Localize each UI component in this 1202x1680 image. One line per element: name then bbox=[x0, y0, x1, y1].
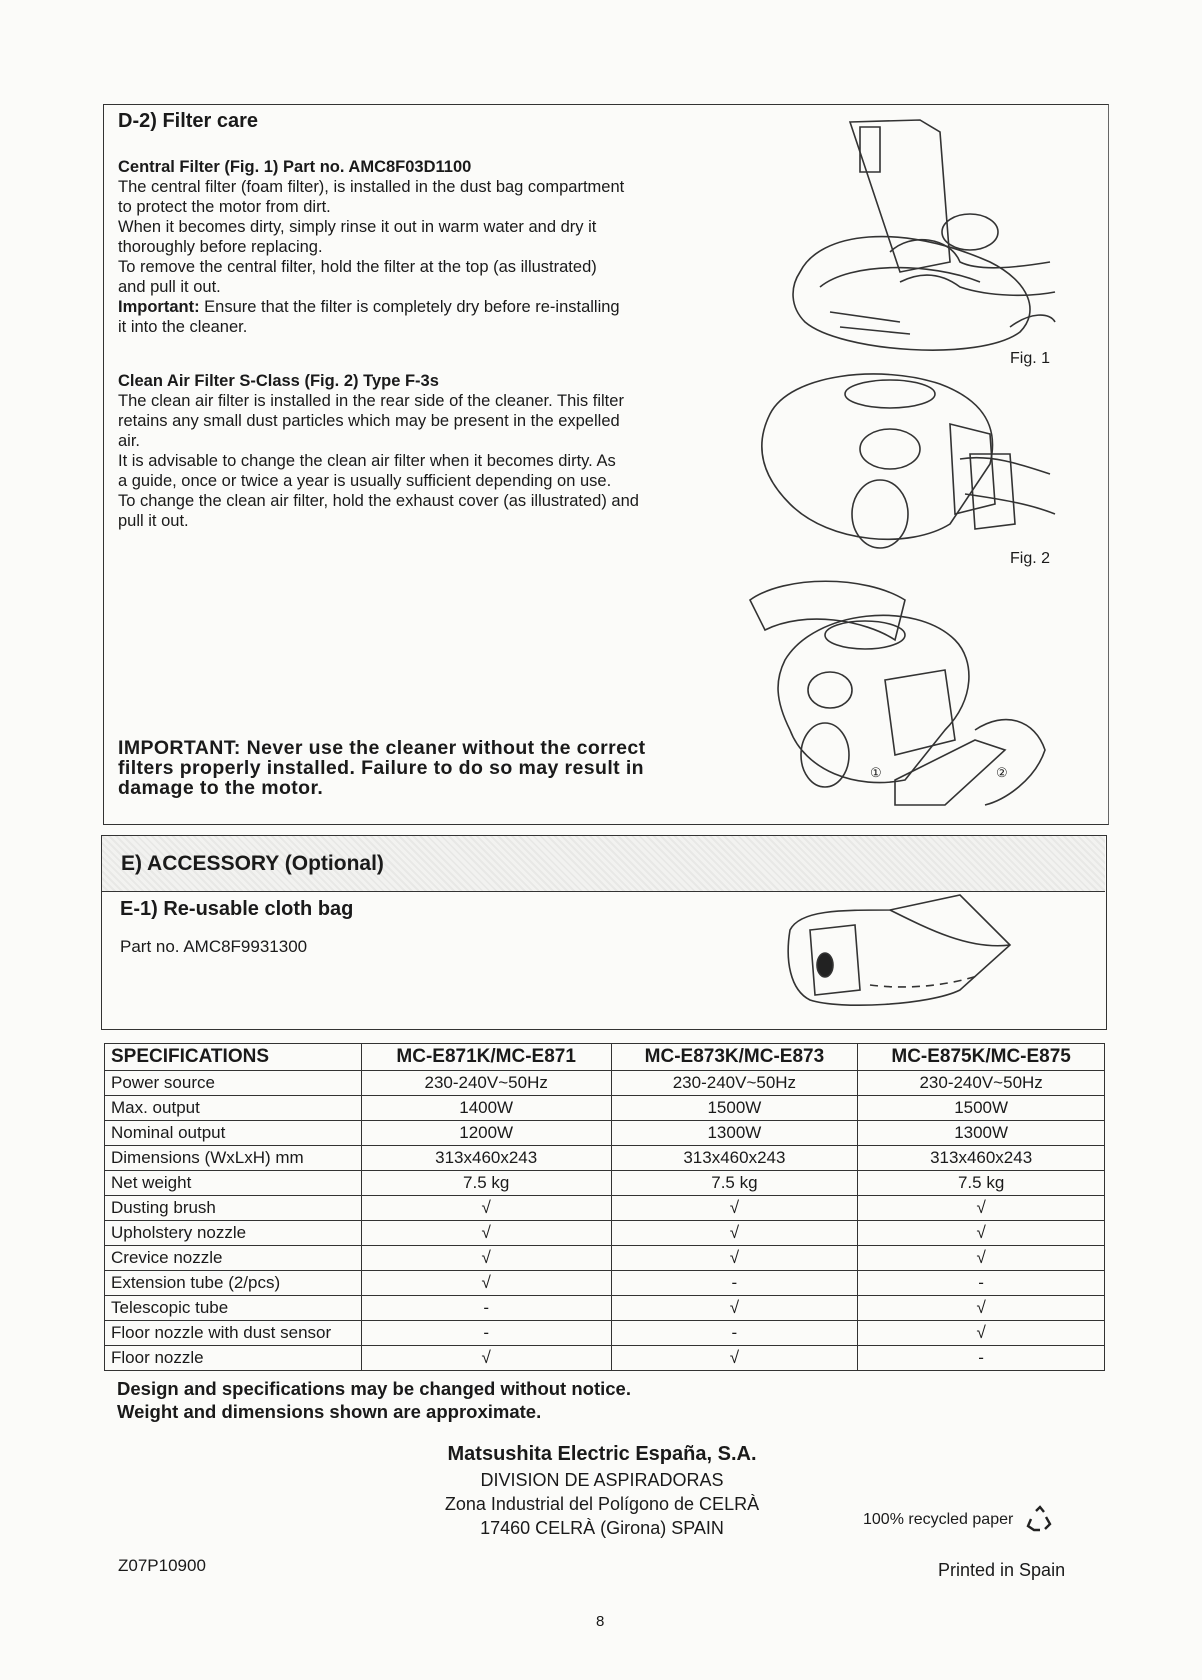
table-row bbox=[105, 1221, 1105, 1246]
recycle-icon bbox=[1025, 1505, 1055, 1535]
spec-label: Extension tube (2/pcs) bbox=[105, 1271, 362, 1296]
warning-line: damage to the motor. bbox=[118, 777, 324, 799]
fig1-label: Fig. 1 bbox=[1010, 350, 1051, 367]
header-specifications: SPECIFICATIONS bbox=[105, 1044, 362, 1071]
warning-line: IMPORTANT: Never use the cleaner without the correct bbox=[118, 737, 646, 759]
text-line: Ensure that the filter is completely dry before re-installing bbox=[199, 298, 620, 316]
text-line: thoroughly before replacing. bbox=[118, 238, 323, 256]
spec-label: Dusting brush bbox=[105, 1196, 362, 1221]
spec-notes bbox=[117, 1377, 631, 1423]
spec-value: 313x460x243 bbox=[361, 1146, 611, 1171]
spec-value: 1200W bbox=[361, 1121, 611, 1146]
spec-label: Power source bbox=[105, 1071, 362, 1096]
vacuum-cleaner-illustration bbox=[745, 580, 1055, 815]
spec-value: 7.5 kg bbox=[361, 1171, 611, 1196]
spec-label: Max. output bbox=[105, 1096, 362, 1121]
spec-value: 1300W bbox=[858, 1121, 1105, 1146]
table-row bbox=[105, 1346, 1105, 1371]
text-line: to protect the motor from dirt. bbox=[118, 198, 331, 216]
division: DIVISION DE ASPIRADORAS bbox=[480, 1470, 724, 1490]
printed-in: Printed in Spain bbox=[938, 1560, 1066, 1580]
table-row bbox=[105, 1096, 1105, 1121]
accessory-title: E) ACCESSORY (Optional) bbox=[121, 852, 384, 875]
spec-value: 1300W bbox=[611, 1121, 858, 1146]
table-row bbox=[105, 1196, 1105, 1221]
spec-label: Floor nozzle with dust sensor bbox=[105, 1321, 362, 1346]
spec-value: √ bbox=[611, 1196, 858, 1221]
specifications-table bbox=[104, 1043, 1105, 1371]
clean-air-filter-heading: Clean Air Filter S-Class (Fig. 2) Type F-3s bbox=[118, 372, 439, 390]
text-line: When it becomes dirty, simply rinse it out in warm water and dry it bbox=[118, 218, 597, 236]
spec-label: Floor nozzle bbox=[105, 1346, 362, 1371]
spec-value: √ bbox=[858, 1321, 1105, 1346]
document-code: Z07P10900 bbox=[118, 1556, 206, 1575]
text-line: The central filter (foam filter), is installed in the dust bag compartment bbox=[118, 178, 625, 196]
table-row bbox=[105, 1071, 1105, 1096]
spec-value: √ bbox=[858, 1221, 1105, 1246]
note-weight: Weight and dimensions shown are approximate. bbox=[117, 1401, 542, 1422]
spec-label: Nominal output bbox=[105, 1121, 362, 1146]
spec-value: √ bbox=[858, 1246, 1105, 1271]
spec-label: Upholstery nozzle bbox=[105, 1221, 362, 1246]
table-row bbox=[105, 1246, 1105, 1271]
spec-value: 230-240V~50Hz bbox=[611, 1071, 858, 1096]
spec-value: √ bbox=[611, 1296, 858, 1321]
spec-label: Telescopic tube bbox=[105, 1296, 362, 1321]
spec-value: √ bbox=[361, 1221, 611, 1246]
fig2-label: Fig. 2 bbox=[1010, 550, 1051, 567]
spec-value: 7.5 kg bbox=[611, 1171, 858, 1196]
spec-value: 1400W bbox=[361, 1096, 611, 1121]
filter-care-title: D-2) Filter care bbox=[118, 110, 259, 132]
table-header-row bbox=[105, 1044, 1105, 1071]
company-block bbox=[400, 1443, 804, 1539]
text-line: a guide, once or twice a year is usually sufficient depending on use. bbox=[118, 472, 612, 490]
spec-value: - bbox=[858, 1271, 1105, 1296]
spec-value: 230-240V~50Hz bbox=[858, 1071, 1105, 1096]
spec-value: √ bbox=[361, 1246, 611, 1271]
spec-value: - bbox=[361, 1321, 611, 1346]
text-line: and pull it out. bbox=[118, 278, 221, 296]
text-line: air. bbox=[118, 432, 141, 450]
header-model-e873: MC-E873K/MC-E873 bbox=[611, 1044, 858, 1071]
spec-value: - bbox=[361, 1296, 611, 1321]
table-row bbox=[105, 1271, 1105, 1296]
spec-label: Net weight bbox=[105, 1171, 362, 1196]
central-filter-heading: Central Filter (Fig. 1) Part no. AMC8F03D1100 bbox=[118, 158, 472, 176]
table-row bbox=[105, 1121, 1105, 1146]
spec-value: - bbox=[611, 1321, 858, 1346]
spec-value: 1500W bbox=[611, 1096, 858, 1121]
note-design: Design and specifications may be changed without notice. bbox=[117, 1378, 631, 1399]
address-line: 17460 CELRÀ (Girona) SPAIN bbox=[480, 1518, 724, 1538]
spec-value: √ bbox=[858, 1196, 1105, 1221]
spec-value: - bbox=[611, 1271, 858, 1296]
important-label: Important: bbox=[118, 298, 200, 316]
recycled-text: 100% recycled paper bbox=[863, 1511, 1014, 1528]
cloth-bag-illustration bbox=[780, 890, 1020, 1020]
table-row bbox=[105, 1321, 1105, 1346]
text-line: To change the clean air filter, hold the exhaust cover (as illustrated) and bbox=[118, 492, 639, 510]
spec-value: √ bbox=[858, 1296, 1105, 1321]
warning-line: filters properly installed. Failure to do so may result in bbox=[118, 757, 644, 779]
spec-value: 230-240V~50Hz bbox=[361, 1071, 611, 1096]
text-line: it into the cleaner. bbox=[118, 318, 248, 336]
important-warning bbox=[118, 738, 733, 798]
address-line: Zona Industrial del Polígono de CELRÀ bbox=[444, 1494, 760, 1514]
clean-air-filter-text bbox=[118, 372, 733, 531]
spec-value: √ bbox=[611, 1346, 858, 1371]
spec-value: √ bbox=[611, 1246, 858, 1271]
important-line bbox=[118, 297, 733, 317]
vacuum-cleaner-illustration bbox=[750, 364, 1060, 564]
text-line: retains any small dust particles which may be present in the expelled bbox=[118, 412, 620, 430]
spec-value: 1500W bbox=[858, 1096, 1105, 1121]
spec-value: √ bbox=[361, 1271, 611, 1296]
central-filter-text bbox=[118, 158, 733, 337]
text-line: It is advisable to change the clean air filter when it becomes dirty. As bbox=[118, 452, 616, 470]
text-line: pull it out. bbox=[118, 512, 189, 530]
table-row bbox=[105, 1296, 1105, 1321]
table-row bbox=[105, 1171, 1105, 1196]
vacuum-cleaner-illustration bbox=[780, 112, 1060, 362]
step-marker-2: ② bbox=[996, 765, 1008, 780]
step-marker-1: ① bbox=[870, 765, 882, 780]
spec-value: 313x460x243 bbox=[611, 1146, 858, 1171]
spec-value: 313x460x243 bbox=[858, 1146, 1105, 1171]
table-row bbox=[105, 1146, 1105, 1171]
spec-value: √ bbox=[361, 1196, 611, 1221]
text-line: To remove the central filter, hold the filter at the top (as illustrated) bbox=[118, 258, 597, 276]
cloth-bag-title: E-1) Re-usable cloth bag bbox=[120, 898, 354, 920]
spec-label: Crevice nozzle bbox=[105, 1246, 362, 1271]
header-model-e875: MC-E875K/MC-E875 bbox=[858, 1044, 1105, 1071]
spec-value: √ bbox=[361, 1346, 611, 1371]
cloth-bag-part-no: Part no. AMC8F9931300 bbox=[120, 937, 308, 956]
spec-value: √ bbox=[611, 1221, 858, 1246]
header-model-e871: MC-E871K/MC-E871 bbox=[361, 1044, 611, 1071]
page-number: 8 bbox=[596, 1613, 605, 1630]
text-line: The clean air filter is installed in the rear side of the cleaner. This filter bbox=[118, 392, 624, 410]
company-name: Matsushita Electric España, S.A. bbox=[447, 1443, 757, 1465]
spec-value: - bbox=[858, 1346, 1105, 1371]
spec-label: Dimensions (WxLxH) mm bbox=[105, 1146, 362, 1171]
spec-value: 7.5 kg bbox=[858, 1171, 1105, 1196]
recycled-note bbox=[863, 1505, 1055, 1535]
